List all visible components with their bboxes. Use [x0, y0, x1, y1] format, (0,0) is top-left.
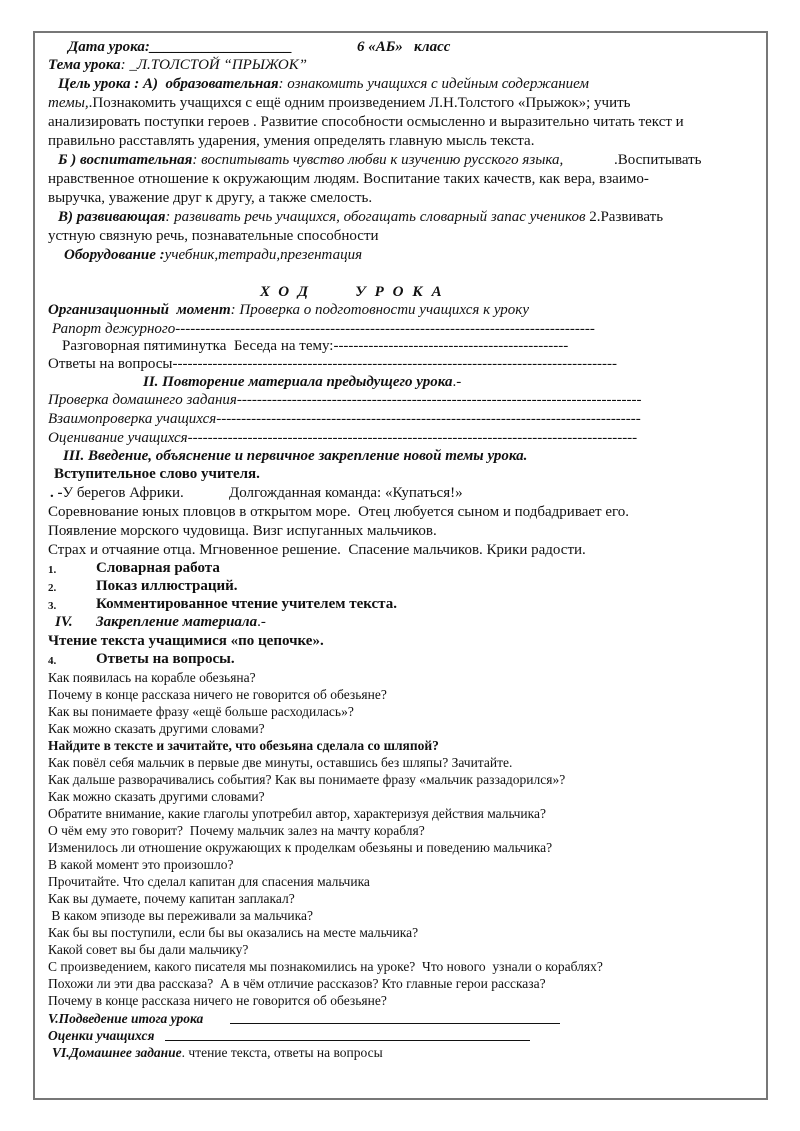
answers-line: Ответы на вопросы----------------------------------------------------------------------------------------- — [48, 356, 618, 372]
intro-word: Вступительное слово учителя. — [54, 466, 260, 482]
step-commented-reading: Комментированное чтение учителем текста. — [96, 596, 397, 612]
question-item: Как можно сказать другими словами? — [48, 789, 265, 804]
section-4-title: Закрепление материала — [96, 614, 258, 630]
goal-a-label: Цель урока : А) образовательная — [58, 76, 279, 92]
goal-b-label: Б ) воспитательная — [58, 152, 193, 168]
goal-a-line — [58, 77, 589, 92]
section-2-title: II. Повторение материала предыдущего урока — [143, 374, 453, 390]
goal-c-text-2: устную связную речь, познавательные способности — [48, 228, 379, 244]
step-number: 2. — [48, 582, 57, 594]
step-number: 4. — [48, 655, 57, 667]
goal-b-text-1: .Воспитывать — [614, 152, 702, 168]
plan-line-4: Страх и отчаяние отца. Мгновенное решение. Спасение мальчиков. Крики радости. — [48, 542, 586, 558]
org-moment-value: : Проверка о подготовности учащихся к уроку — [230, 302, 529, 318]
question-item: Почему в конце рассказа ничего не говорится об обезьяне? — [48, 687, 387, 702]
section-3-heading: III. Введение, объяснение и первичное закрепление новой темы урока. — [63, 448, 528, 464]
question-item: В каком эпизоде вы переживали за мальчика? — [48, 908, 313, 923]
section-4-heading — [55, 615, 73, 630]
plan-line-1 — [50, 486, 184, 501]
goal-c-label: В) развивающая — [58, 209, 166, 225]
question-item: Почему в конце рассказа ничего не говорится об обезьяне? — [48, 993, 387, 1008]
step-illustrations: Показ иллюстраций. — [96, 578, 238, 594]
plan-line-3: Появление морского чудовища. Визг испуганных мальчиков. — [48, 523, 437, 539]
conversation-five-minutes: Разговорная пятиминутка Беседа на тему:----------------------------------------------- — [62, 338, 569, 354]
question-item: Как бы вы поступили, если бы вы оказались на месте мальчика? — [48, 925, 419, 940]
equipment-value: учебник,тетради,презентация — [164, 247, 363, 263]
task-find-in-text: Найдите в тексте и зачитайте, что обезьяна сделала со шляпой? — [48, 738, 439, 753]
question-item: Какой совет вы бы дали мальчику? — [48, 942, 249, 957]
equipment-line — [64, 248, 362, 263]
homework-value: . чтение текста, ответы на вопросы — [181, 1045, 383, 1060]
question-item: Как повёл себя мальчик в первые две минуты, оставшись без шляпы? Зачитайте. — [48, 755, 513, 770]
section-2-tail: .- — [452, 374, 462, 390]
mutual-check: Взаимопроверка учащихся------------------------------------------------------------------------------------- — [48, 411, 641, 427]
lesson-date-label: Дата урока:___________________ — [68, 39, 293, 55]
step-answers: Ответы на вопросы. — [96, 651, 235, 667]
goal-c-line — [58, 210, 663, 225]
grades-label: Оценки учащихся — [48, 1028, 155, 1043]
plan-africa: У берегов Африки. — [62, 485, 184, 501]
goal-b-italic: : воспитывать чувство любви к изучению русского языка, — [192, 152, 564, 168]
goal-b-text-2: нравственное отношение к окружающим людям. Воспитание таких качеств, как вера, взаимо- — [48, 171, 649, 187]
section-4-tail: .- — [257, 614, 266, 630]
homework-label: VI.Домашнее задание — [52, 1045, 182, 1060]
section-2-heading — [143, 375, 461, 390]
equipment-label: Оборудование : — [64, 247, 165, 263]
grades-underline — [165, 1040, 530, 1041]
org-moment-label: Организационный момент — [48, 302, 231, 318]
question-item: Прочитайте. Что сделал капитан для спасения мальчика — [48, 874, 370, 889]
step-number: 3. — [48, 600, 57, 612]
topic-value: : _Л.ТОЛСТОЙ “ПРЫЖОК” — [120, 57, 307, 73]
student-grading: Оценивание учащихся------------------------------------------------------------------------------------------ — [48, 430, 638, 446]
goal-a-line-2 — [48, 96, 631, 111]
org-moment-line — [48, 303, 529, 318]
topic-label: Тема урока — [48, 57, 121, 73]
plan-line-2: Соревнование юных пловцов в открытом море. Отец любуется сыном и подбадривает его. — [48, 504, 630, 520]
chain-reading: Чтение текста учащимися «по цепочке». — [48, 633, 324, 649]
section-4-label: IV. — [55, 614, 73, 630]
class-label: 6 «АБ» класс — [357, 39, 451, 55]
goal-c-italic: : развивать речь учащихся, обогащать словарный запас учеников — [165, 209, 586, 225]
plan-bullet: . - — [50, 485, 63, 501]
question-item: С произведением, какого писателя мы познакомились на уроке? Что нового узнали о кораблях? — [48, 959, 603, 974]
step-number: 1. — [48, 564, 57, 576]
goal-a-text-1: .Познакомить учащихся с ещё одним произведением Л.Н.Толстого «Прыжок»; учить — [88, 95, 631, 111]
question-item: Как вы думаете, почему капитан заплакал? — [48, 891, 295, 906]
section-4-title-line — [96, 615, 266, 630]
question-item: О чём ему это говорит? Почему мальчик залез на мачту корабля? — [48, 823, 425, 838]
question-item: Изменилось ли отношение окружающих к проделкам обезьяны и поведению мальчика? — [48, 840, 553, 855]
step-vocabulary-work: Словарная работа — [96, 560, 220, 576]
question-item: Как дальше разворачивались события? Как вы понимаете фразу «мальчик раззадорился»? — [48, 772, 566, 787]
question-item: Как вы понимаете фразу «ещё больше расходилась»? — [48, 704, 354, 719]
goal-a-text-2: анализировать поступки героев . Развитие способности осмысленно и выразительно читать текст и — [48, 114, 684, 130]
course-title: ХОД УРОКА — [260, 284, 451, 300]
goal-c-text-1: 2.Развивать — [585, 209, 664, 225]
duty-report: Рапорт дежурного------------------------------------------------------------------------------------ — [52, 321, 595, 337]
homework-line — [52, 1046, 383, 1060]
question-item: Обратите внимание, какие глаголы употребил автор, характеризуя действия мальчика? — [48, 806, 546, 821]
summary-underline — [230, 1023, 560, 1024]
summary-label: V.Подведение итога урока — [48, 1011, 204, 1026]
question-item: Как можно сказать другими словами? — [48, 721, 265, 736]
goal-a-text-3: правильно расставлять ударения, умения определять главную мысль текста. — [48, 133, 535, 149]
goal-b-text-3: выручка, уважение друг к другу, а также смелость. — [48, 190, 373, 206]
question-item: Как появилась на корабле обезьяна? — [48, 670, 256, 685]
question-item: Похожи ли эти два рассказа? А в чём отличие рассказов? Кто главные герои рассказа? — [48, 976, 546, 991]
question-item: В какой момент это произошло? — [48, 857, 234, 872]
lesson-topic — [48, 58, 307, 73]
goal-a-italic: : ознакомить учащихся с идейным содержанием — [278, 76, 589, 92]
goal-a-italic-2: темы, — [48, 95, 89, 111]
plan-command: Долгожданная команда: «Купаться!» — [229, 485, 463, 501]
homework-check: Проверка домашнего задания--------------------------------------------------------------------------------- — [48, 392, 642, 408]
goal-b-line — [58, 153, 563, 168]
